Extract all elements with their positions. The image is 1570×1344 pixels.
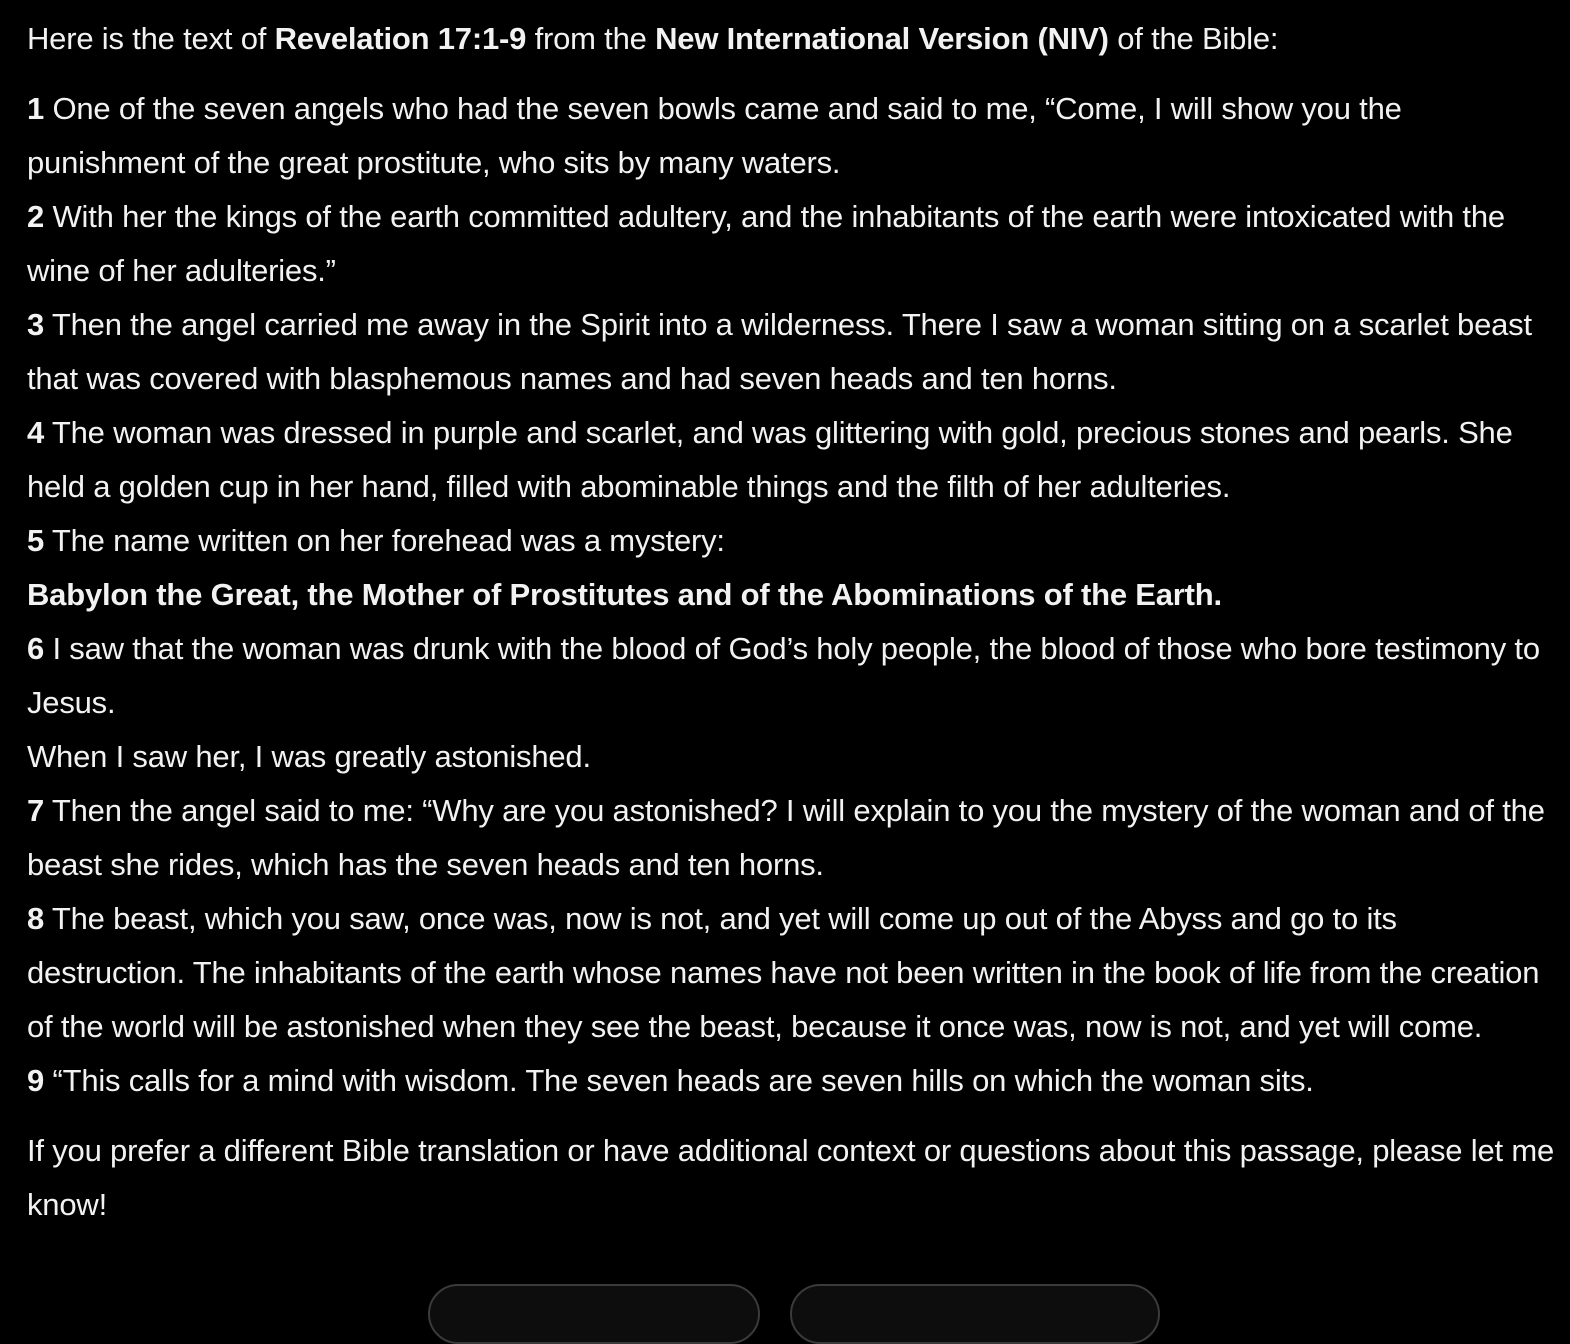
- verse-number: 2: [27, 199, 45, 234]
- verse-6-continuation: When I saw her, I was greatly astonished.: [27, 739, 591, 774]
- verse-text: The woman was dressed in purple and scarlet, and was glittering with gold, precious stones and pearls. She held a golden cup in her hand, filled with abominable things and the filth of her adulteries.: [27, 415, 1513, 504]
- intro-prefix: Here is the text of: [27, 21, 275, 56]
- verse-text: With her the kings of the earth committed adultery, and the inhabitants of the earth were intoxicated with the wine of her adulteries.”: [27, 199, 1505, 288]
- verse-number: 7: [27, 793, 45, 828]
- mystery-name: Babylon the Great, the Mother of Prostitutes and of the Abominations of the Earth.: [27, 577, 1222, 612]
- verse-5: [27, 514, 1557, 568]
- verse-number: 8: [27, 901, 45, 936]
- verse-8: [27, 892, 1557, 1054]
- suggestion-row: [0, 1284, 1570, 1324]
- suggestion-button[interactable]: [428, 1284, 760, 1344]
- verse-text: The name written on her forehead was a mystery:: [44, 523, 725, 558]
- assistant-message: [27, 12, 1557, 1232]
- verse-6: [27, 622, 1557, 730]
- verse-number: 1: [27, 91, 45, 126]
- verse-text: I saw that the woman was drunk with the blood of God’s holy people, the blood of those who bore testimony to Jesus.: [27, 631, 1540, 720]
- verse-list: [27, 82, 1557, 1108]
- bible-version: New International Version (NIV): [655, 21, 1109, 56]
- intro-paragraph: [27, 12, 1557, 66]
- verse-7: [27, 784, 1557, 892]
- verse-number: 3: [27, 307, 45, 342]
- passage-reference: Revelation 17:1-9: [274, 21, 527, 56]
- verse-text: “This calls for a mind with wisdom. The seven heads are seven hills on which the woman sits.: [44, 1063, 1314, 1098]
- intro-middle: from the: [526, 21, 656, 56]
- verse-text: Then the angel carried me away in the Spirit into a wilderness. There I saw a woman sitting on a scarlet beast that was covered with blasphemous names and had seven heads and ten horns.: [27, 307, 1532, 396]
- verse-2: [27, 190, 1557, 298]
- verse-number: 9: [27, 1063, 45, 1098]
- verse-1: [27, 82, 1557, 190]
- verse-4: [27, 406, 1557, 514]
- intro-suffix: of the Bible:: [1108, 21, 1279, 56]
- verse-number: 6: [27, 631, 45, 666]
- verse-number: 4: [27, 415, 45, 450]
- verse-9: [27, 1054, 1557, 1108]
- verse-3: [27, 298, 1557, 406]
- suggestion-button[interactable]: [790, 1284, 1160, 1344]
- closing-paragraph: If you prefer a different Bible translation or have additional context or questions about this passage, please let me know!: [27, 1133, 1554, 1222]
- verse-number: 5: [27, 523, 45, 558]
- verse-text: Then the angel said to me: “Why are you astonished? I will explain to you the mystery of the woman and of the beast she rides, which has the seven heads and ten horns.: [27, 793, 1545, 882]
- verse-text: The beast, which you saw, once was, now is not, and yet will come up out of the Abyss and go to its destruction. The inhabitants of the earth whose names have not been written in the book of life from the creation of the world will be astonished when they see the beast, because it once was, now is not, and yet will come.: [27, 901, 1540, 1044]
- verse-text: One of the seven angels who had the seven bowls came and said to me, “Come, I will show you the punishment of the great prostitute, who sits by many waters.: [27, 91, 1402, 180]
